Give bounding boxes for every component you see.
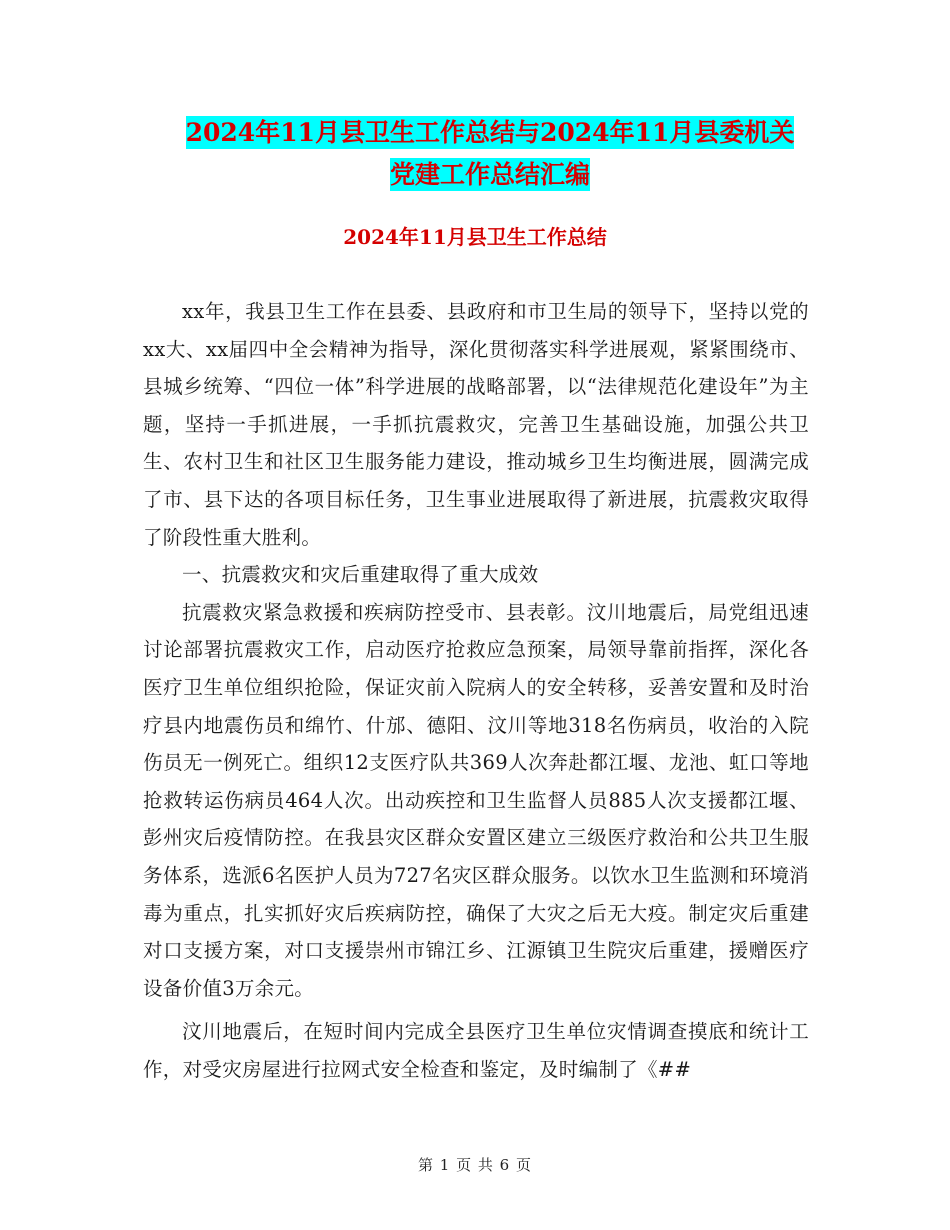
page-footer: 第 1 页 共 6 页 <box>418 1156 532 1174</box>
paragraph-intro: xx年，我县卫生工作在县委、县政府和市卫生局的领导下，坚持以党的xx大、xx届四中全会精神为指导，深化贯彻落实科学进展观，紧紧围绕市、县城乡统筹、“四位一体”科学进展的战略部署，以“法律规范化建设年”为主题，坚持一手抓进展，一手抓抗震救灾，完善卫生基础设施，加强公共卫生、农村卫生和社区卫生服务能力建设，推动城乡卫生均衡进展，圆满完成了市、县下达的各项目标任务，卫生事业进展取得了新进展，抗震救灾取得了阶段性重大胜利。 <box>143 300 809 549</box>
document-body <box>143 293 809 1088</box>
paragraph-post-quake: 汶川地震后，在短时间内完成全县医疗卫生单位灾情调查摸底和统计工作，对受灾房屋进行拉网式安全检查和鉴定，及时编制了《## <box>143 1020 809 1081</box>
document-title <box>140 112 840 196</box>
paragraph-earthquake-relief: 抗震救灾紧急救援和疾病防控受市、县表彰。汶川地震后，局党组迅速讨论部署抗震救灾工作，启动医疗抢救应急预案，局领导靠前指挥，深化各医疗卫生单位组织抢险，保证灾前入院病人的安全转移，妥善安置和及时治疗县内地震伤员和绵竹、什邡、德阳、汶川等地318名伤病员，收治的入院伤员无一例死亡。组织12支医疗队共369人次奔赴都江堰、龙池、虹口等地抢救转运伤病员464人次。出动疾控和卫生监督人员885人次支援都江堰、彭州灾后疫情防控。在我县灾区群众安置区建立三级医疗救治和公共卫生服务体系，选派6名医护人员为727名灾区群众服务。以饮水卫生监测和环境消毒为重点，扎实抓好灾后疾病防控，确保了大灾之后无大疫。制定灾后重建对口支援方案，对口支援崇州市锦江乡、江源镇卫生院灾后重建，援赠医疗设备价值3万余元。 <box>143 600 809 1000</box>
document-title-line-2: 党建工作总结汇编 <box>389 160 590 189</box>
section-title: 2024年11月县卫生工作总结 <box>343 225 607 249</box>
paragraph-heading-1: 一、抗震救灾和灾后重建取得了重大成效 <box>182 563 539 587</box>
document-title-line-1: 2024年11月县卫生工作总结与2024年11月县委机关 <box>185 118 795 147</box>
